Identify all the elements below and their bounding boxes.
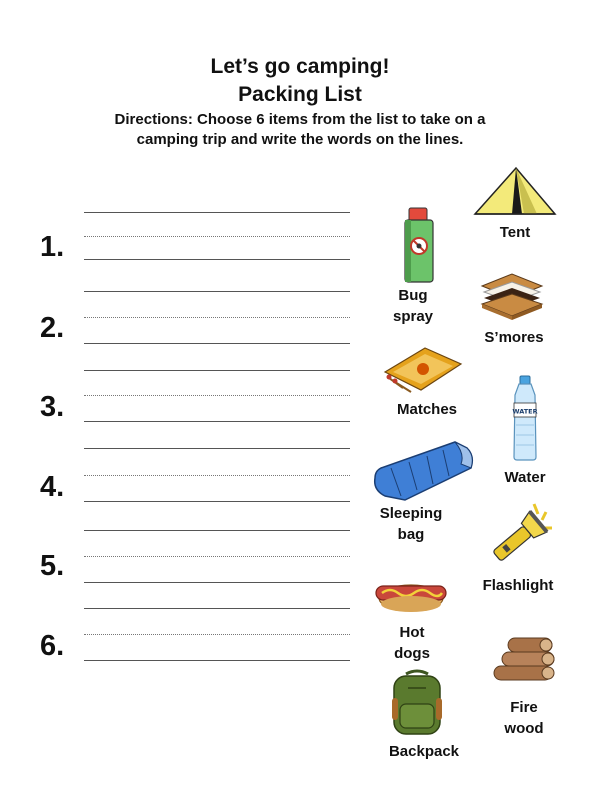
worksheet-subtitle: Packing List	[238, 83, 362, 106]
item-label-backpack: Backpack	[388, 743, 460, 760]
guide-line	[84, 395, 350, 396]
item-label-matches: Matches	[396, 401, 458, 418]
item-label-hot-dogs-1: Hot	[399, 624, 425, 641]
tent-icon	[472, 164, 558, 218]
directions-line-1: Directions: Choose 6 items from the list to take on a	[114, 111, 486, 128]
writing-line[interactable]	[84, 291, 350, 292]
fire-wood-icon	[488, 632, 562, 690]
item-label-hot-dogs-2: dogs	[394, 645, 430, 662]
guide-line	[84, 634, 350, 635]
water-bottle-label: WATER	[512, 407, 538, 416]
writing-line[interactable]	[84, 212, 350, 213]
item-label-bug-spray-1: Bug	[398, 287, 428, 304]
sleeping-bag-icon	[371, 438, 475, 502]
item-label-sleeping-bag-1: Sleeping	[379, 505, 443, 522]
writing-line[interactable]	[84, 448, 350, 449]
guide-line	[84, 556, 350, 557]
writing-line[interactable]	[84, 370, 350, 371]
item-label-bug-spray-2: spray	[392, 308, 434, 325]
directions-line-2: camping trip and write the words on the lines.	[136, 131, 464, 148]
flashlight-icon	[484, 500, 556, 568]
writing-line[interactable]	[84, 530, 350, 531]
hot-dog-icon	[372, 568, 450, 616]
number-5: 5.	[40, 550, 65, 582]
guide-line	[84, 475, 350, 476]
item-label-smores: S’mores	[484, 329, 544, 346]
item-label-fire-wood-2: wood	[504, 720, 544, 737]
writing-line[interactable]	[84, 582, 350, 583]
guide-line	[84, 236, 350, 237]
writing-line[interactable]	[84, 501, 350, 502]
bug-spray-icon	[401, 206, 437, 284]
number-6: 6.	[40, 630, 65, 662]
writing-line[interactable]	[84, 259, 350, 260]
writing-line[interactable]	[84, 421, 350, 422]
matches-icon	[383, 342, 463, 394]
worksheet-title: Let’s go camping!	[210, 55, 390, 78]
number-2: 2.	[40, 312, 65, 344]
writing-line[interactable]	[84, 343, 350, 344]
number-3: 3.	[40, 391, 65, 423]
item-label-water: Water	[504, 469, 546, 486]
number-1: 1.	[40, 231, 65, 263]
item-label-fire-wood-1: Fire	[510, 699, 538, 716]
writing-line[interactable]	[84, 660, 350, 661]
water-bottle-icon	[508, 375, 542, 461]
number-4: 4.	[40, 471, 65, 503]
writing-line[interactable]	[84, 608, 350, 609]
item-label-tent: Tent	[499, 224, 531, 241]
guide-line	[84, 317, 350, 318]
smores-icon	[478, 270, 546, 322]
item-label-flashlight: Flashlight	[482, 577, 554, 594]
item-label-sleeping-bag-2: bag	[397, 526, 425, 543]
backpack-icon	[388, 668, 446, 738]
